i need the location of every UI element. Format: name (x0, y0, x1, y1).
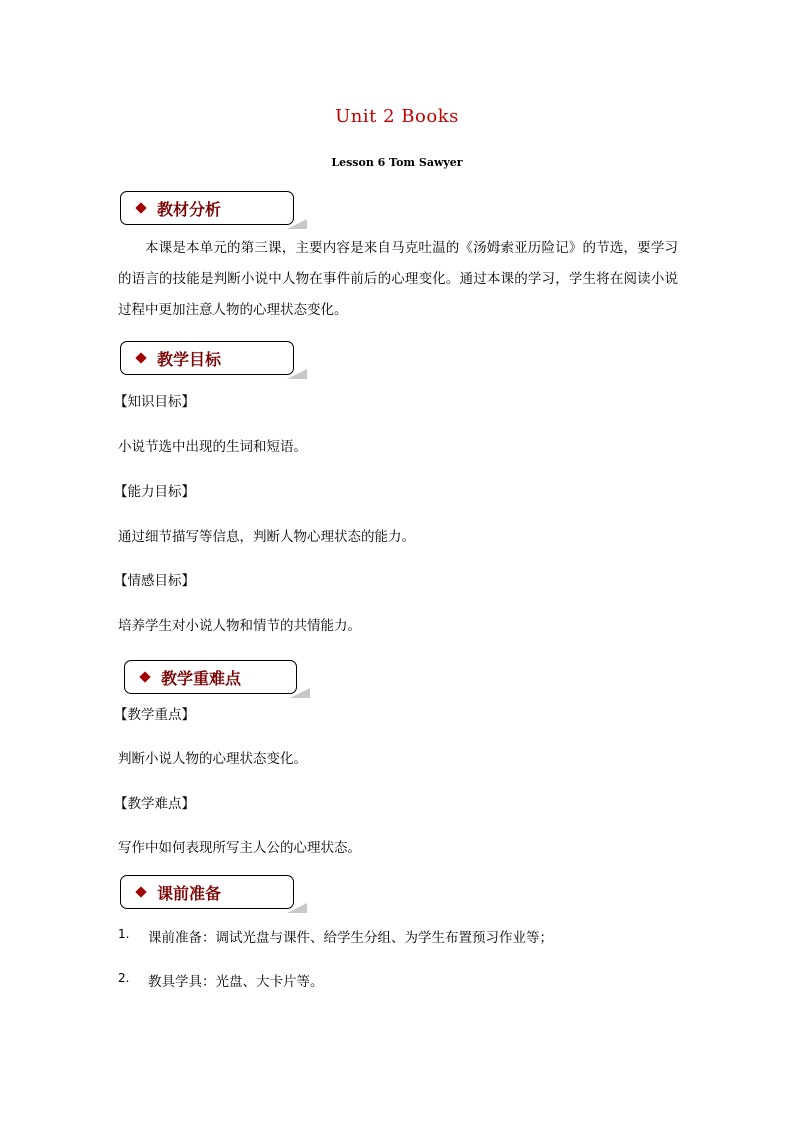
objective-label-emotion: 【情感目标】 (114, 573, 195, 589)
lesson-subtitle: Lesson 6 Tom Sawyer (331, 156, 463, 169)
objective-text-emotion: 培养学生对小说人物和情节的共情能力。 (118, 618, 361, 634)
diamond-bullet-icon (135, 202, 146, 213)
objective-text-knowledge: 小说节选中出现的生词和短语。 (118, 439, 307, 455)
diamond-bullet-icon (135, 886, 146, 897)
list-item (118, 970, 324, 990)
box-shadow-decoration (287, 369, 307, 379)
list-number: 2. (118, 971, 130, 985)
key-point-label: 【教学重点】 (114, 707, 195, 723)
section-heading-1: 教材分析 (157, 199, 222, 219)
section-heading-4: 课前准备 (157, 883, 222, 903)
document-title: Unit 2 Books (335, 106, 459, 127)
objective-label-knowledge: 【知识目标】 (114, 394, 195, 410)
analysis-paragraph: 本课是本单元的第三课，主要内容是来自马克吐温的《汤姆索亚历险记》的节选，要学习的语言的技能是判断小说中人物在事件前后的心理变化。通过本课的学习，学生将在阅读小说过程中更加注意人物的心理状态变化。 (118, 240, 678, 318)
box-shadow-decoration (287, 219, 307, 229)
list-text: 课前准备：调试光盘与课件、给学生分组、为学生布置预习作业等； (148, 930, 553, 946)
section-heading-box-1 (120, 191, 294, 225)
section-heading-box-4 (120, 875, 294, 909)
difficulty-label: 【教学难点】 (114, 796, 195, 812)
objective-text-ability: 通过细节描写等信息，判断人物心理状态的能力。 (118, 529, 415, 545)
diamond-bullet-icon (139, 671, 150, 682)
box-shadow-decoration (290, 688, 310, 698)
section-heading-box-3 (124, 660, 297, 694)
list-item (118, 926, 553, 946)
list-number: 1. (118, 927, 130, 941)
list-text: 教具学具：光盘、大卡片等。 (148, 974, 324, 990)
key-point-text: 判断小说人物的心理状态变化。 (118, 751, 307, 767)
section-heading-box-2 (120, 341, 294, 375)
section-heading-3: 教学重难点 (161, 668, 242, 688)
difficulty-text: 写作中如何表现所写主人公的心理状态。 (118, 840, 361, 856)
box-shadow-decoration (287, 903, 307, 913)
objective-label-ability: 【能力目标】 (114, 484, 195, 500)
diamond-bullet-icon (135, 352, 146, 363)
section-heading-2: 教学目标 (157, 349, 222, 369)
